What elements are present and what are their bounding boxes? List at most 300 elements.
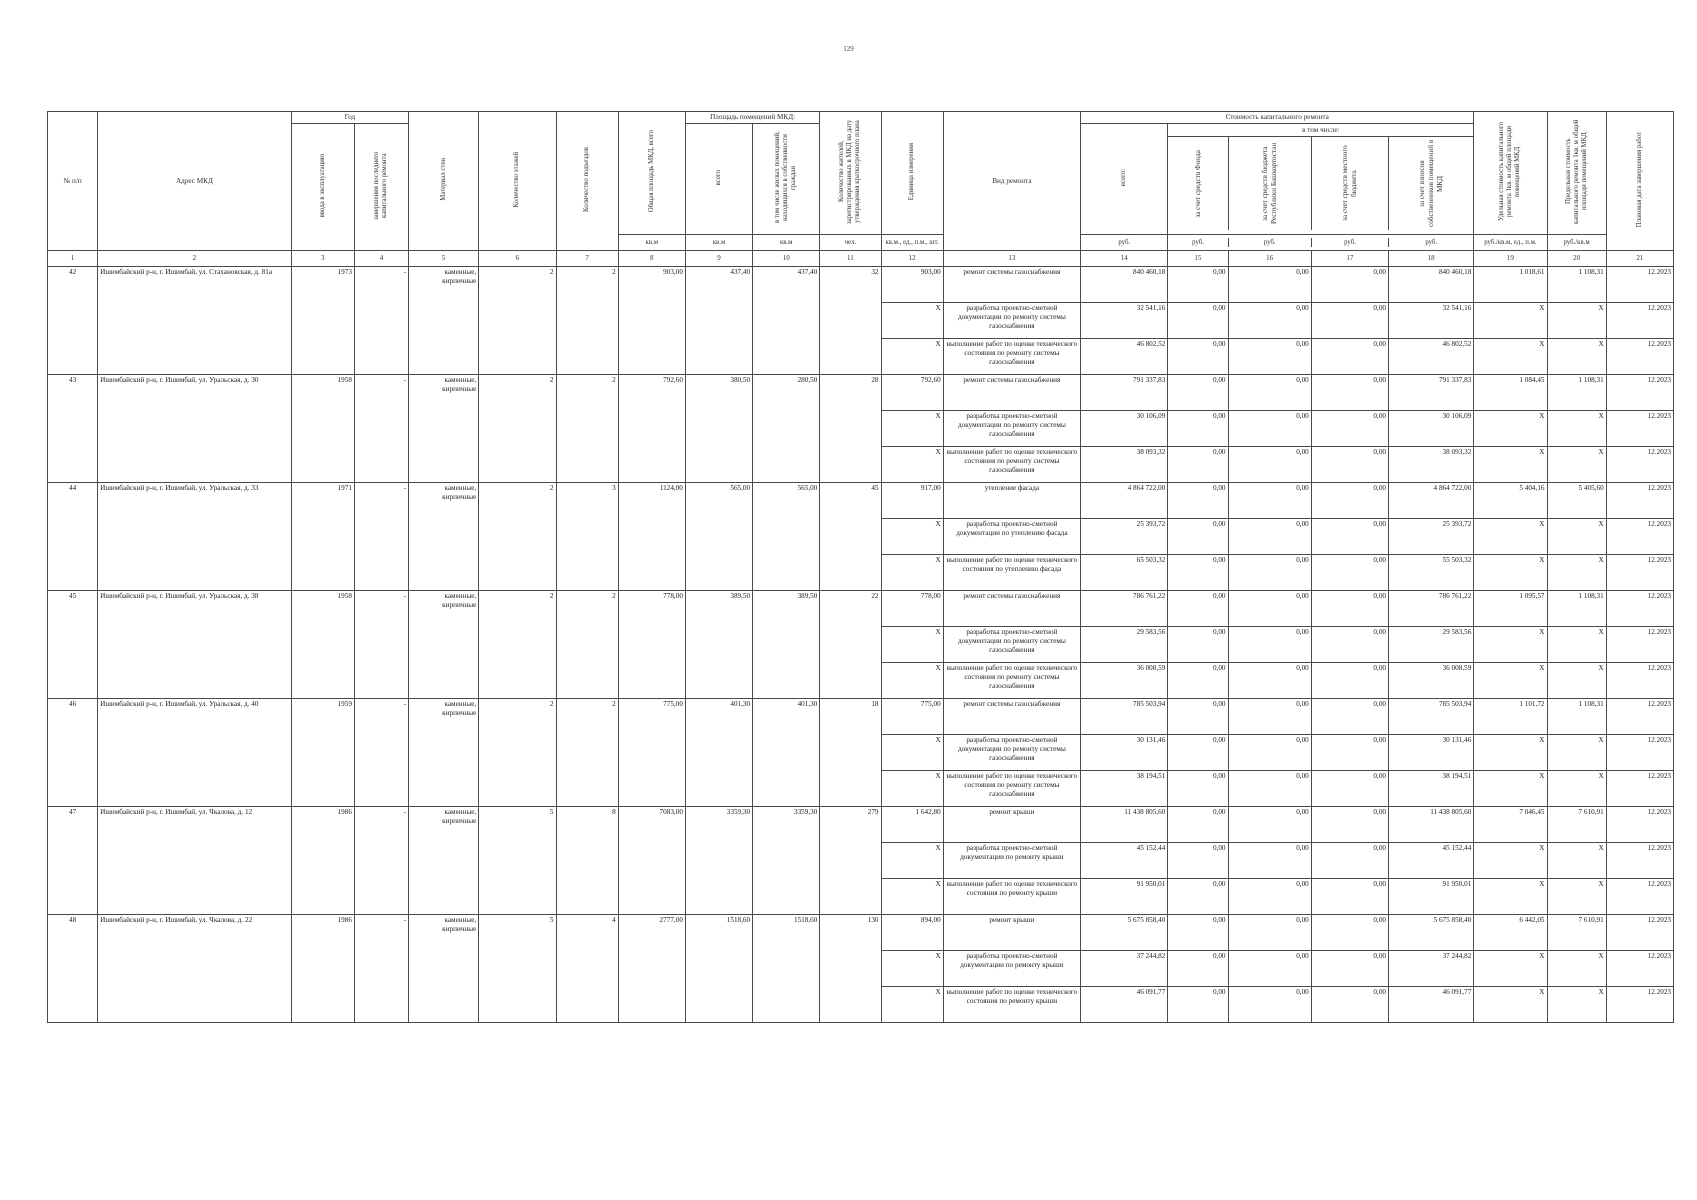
- specific-cost-cell: X: [1474, 303, 1547, 339]
- unit-cost-republic: руб.: [1229, 238, 1312, 247]
- table-row: [48, 699, 1674, 735]
- unit-cell: X: [881, 663, 943, 699]
- cost-local-cell: 0,00: [1311, 663, 1388, 699]
- unit-cell: X: [881, 339, 943, 375]
- specific-cost-cell: 1 018,61: [1474, 267, 1547, 303]
- cost-fund-cell: 0,00: [1168, 987, 1228, 1023]
- cost-fund-cell: 0,00: [1168, 411, 1228, 447]
- cost-republic-cell: 0,00: [1228, 807, 1311, 843]
- column-number: 18: [1389, 251, 1474, 267]
- capital-repair-table: [47, 111, 1674, 1023]
- cost-republic-cell: 0,00: [1228, 411, 1311, 447]
- unit-cell: 778,00: [881, 591, 943, 627]
- work-type-cell: ремонт системы газоснабжения: [943, 375, 1080, 411]
- max-cost-cell: X: [1547, 879, 1606, 915]
- work-type-cell: ремонт системы газоснабжения: [943, 591, 1080, 627]
- cost-owners-cell: 11 438 805,60: [1389, 807, 1474, 843]
- floors-cell: 2: [479, 483, 556, 591]
- column-number: 13: [943, 251, 1080, 267]
- cost-owners-cell: 45 152,44: [1389, 843, 1474, 879]
- premises-total-cell: 437,40: [685, 267, 752, 375]
- header-cost-owners: за счет взносов собственников помещений в МКД: [1417, 139, 1444, 228]
- specific-cost-cell: X: [1474, 771, 1547, 807]
- header-row-1: [48, 112, 1674, 124]
- cost-owners-cell: 55 503,32: [1389, 555, 1474, 591]
- cost-fund-cell: 0,00: [1168, 519, 1228, 555]
- unit-cell: X: [881, 771, 943, 807]
- specific-cost-cell: X: [1474, 519, 1547, 555]
- row-number: 46: [48, 699, 98, 807]
- max-cost-cell: 1 108,31: [1547, 267, 1606, 303]
- column-number: 1: [48, 251, 98, 267]
- work-type-cell: разработка проектно-сметной документации по ремонту системы газоснабжения: [943, 627, 1080, 663]
- unit-cell: 894,00: [881, 915, 943, 951]
- specific-cost-cell: X: [1474, 843, 1547, 879]
- unit-cell: X: [881, 519, 943, 555]
- header-year-last-repair: завершения последнего капитального ремонта: [354, 124, 408, 251]
- cost-local-cell: 0,00: [1311, 807, 1388, 843]
- entrances-cell: 2: [556, 699, 618, 807]
- max-cost-cell: X: [1547, 519, 1606, 555]
- specific-cost-cell: 6 442,05: [1474, 915, 1547, 951]
- entrances-cell: 2: [556, 267, 618, 375]
- max-cost-cell: X: [1547, 303, 1606, 339]
- max-cost-cell: X: [1547, 447, 1606, 483]
- header-specific-cost: Удельная стоимость капитального ремонта 1кв. м общей площади помещений МКД: [1474, 112, 1547, 235]
- cost-fund-cell: 0,00: [1168, 447, 1228, 483]
- unit-cell: X: [881, 951, 943, 987]
- work-type-cell: утепление фасада: [943, 483, 1080, 519]
- cost-total-cell: 45 152,44: [1081, 843, 1168, 879]
- cost-local-cell: 0,00: [1311, 627, 1388, 663]
- planned-date-cell: 12.2023: [1606, 303, 1673, 339]
- unit-cell: 917,00: [881, 483, 943, 519]
- max-cost-cell: X: [1547, 843, 1606, 879]
- premises-owned-cell: 389,50: [753, 591, 820, 699]
- unit-cell: X: [881, 987, 943, 1023]
- material-cell: каменные, кирпичные: [409, 915, 479, 1023]
- cost-fund-cell: 0,00: [1168, 339, 1228, 375]
- cost-local-cell: 0,00: [1311, 375, 1388, 411]
- max-cost-cell: 7 610,91: [1547, 807, 1606, 843]
- cost-republic-cell: 0,00: [1228, 843, 1311, 879]
- cost-local-cell: 0,00: [1311, 879, 1388, 915]
- unit-residents: чел.: [820, 235, 881, 251]
- floors-cell: 2: [479, 591, 556, 699]
- max-cost-cell: X: [1547, 339, 1606, 375]
- cost-republic-cell: 0,00: [1228, 771, 1311, 807]
- specific-cost-cell: X: [1474, 411, 1547, 447]
- cost-owners-cell: 38 093,32: [1389, 447, 1474, 483]
- cost-owners-cell: 4 864 722,00: [1389, 483, 1474, 519]
- column-number: 2: [98, 251, 292, 267]
- row-number: 42: [48, 267, 98, 375]
- cost-total-cell: 840 460,18: [1081, 267, 1168, 303]
- year-last-cell: -: [354, 699, 408, 807]
- unit-cell: X: [881, 627, 943, 663]
- year-built-cell: 1973: [291, 267, 354, 375]
- cost-total-cell: 786 761,22: [1081, 591, 1168, 627]
- specific-cost-cell: 7 046,45: [1474, 807, 1547, 843]
- unit-cost-owners: руб.: [1425, 239, 1438, 246]
- work-type-cell: выполнение работ по оценке технического состояния по ремонту системы газоснабжения: [943, 771, 1080, 807]
- header-planned-date: Плановая дата завершения работ: [1606, 112, 1673, 251]
- unit-cost-local: руб.: [1312, 238, 1389, 247]
- cost-local-cell: 0,00: [1311, 735, 1388, 771]
- cost-owners-cell: 46 802,52: [1389, 339, 1474, 375]
- cost-owners-cell: 840 460,18: [1389, 267, 1474, 303]
- max-cost-cell: X: [1547, 555, 1606, 591]
- cost-fund-cell: 0,00: [1168, 483, 1228, 519]
- unit-premises-owned: кв.м: [753, 235, 820, 251]
- cost-total-cell: 25 393,72: [1081, 519, 1168, 555]
- year-built-cell: 1971: [291, 483, 354, 591]
- work-type-cell: разработка проектно-сметной документации по ремонту системы газоснабжения: [943, 735, 1080, 771]
- header-total-area: Общая площадь МКД, всего: [618, 112, 685, 235]
- floors-cell: 2: [479, 699, 556, 807]
- cost-owners-cell: 25 393,72: [1389, 519, 1474, 555]
- residents-cell: 45: [820, 483, 881, 591]
- header-cost-republic: за счет средств бюджета Республики Башкортостан: [1229, 137, 1312, 230]
- header-year-group: Год: [291, 112, 408, 124]
- cost-owners-cell: 786 761,22: [1389, 591, 1474, 627]
- unit-cost-total: руб.: [1081, 235, 1168, 251]
- specific-cost-cell: 1 101,72: [1474, 699, 1547, 735]
- column-number: 7: [556, 251, 618, 267]
- premises-total-cell: 401,30: [685, 699, 752, 807]
- premises-owned-cell: 565,00: [753, 483, 820, 591]
- residents-cell: 22: [820, 591, 881, 699]
- header-entrances: Количество подъездов: [556, 112, 618, 251]
- residents-cell: 32: [820, 267, 881, 375]
- row-number: 45: [48, 591, 98, 699]
- material-cell: каменные, кирпичные: [409, 375, 479, 483]
- cost-owners-cell: 46 091,77: [1389, 987, 1474, 1023]
- specific-cost-cell: X: [1474, 879, 1547, 915]
- year-last-cell: -: [354, 591, 408, 699]
- cost-republic-cell: 0,00: [1228, 951, 1311, 987]
- cost-republic-cell: 0,00: [1228, 735, 1311, 771]
- cost-fund-cell: 0,00: [1168, 807, 1228, 843]
- cost-republic-cell: 0,00: [1228, 591, 1311, 627]
- material-cell: каменные, кирпичные: [409, 807, 479, 915]
- cost-total-cell: 4 864 722,00: [1081, 483, 1168, 519]
- work-type-cell: разработка проектно-сметной документации по ремонту крыши: [943, 951, 1080, 987]
- max-cost-cell: X: [1547, 627, 1606, 663]
- table-body: [48, 267, 1674, 1023]
- table-row: [48, 915, 1674, 951]
- year-last-cell: -: [354, 915, 408, 1023]
- work-type-cell: разработка проектно-сметной документации по ремонту крыши: [943, 843, 1080, 879]
- total-area-cell: 2777,00: [618, 915, 685, 1023]
- year-built-cell: 1986: [291, 807, 354, 915]
- max-cost-cell: 1 108,31: [1547, 699, 1606, 735]
- cost-republic-cell: 0,00: [1228, 555, 1311, 591]
- column-number: 8: [618, 251, 685, 267]
- work-type-cell: разработка проектно-сметной документации по ремонту системы газоснабжения: [943, 411, 1080, 447]
- column-number: 4: [354, 251, 408, 267]
- planned-date-cell: 12.2023: [1606, 807, 1673, 843]
- cost-owners-cell: 37 244,82: [1389, 951, 1474, 987]
- column-numbers-row: [48, 251, 1674, 267]
- work-type-cell: выполнение работ по оценке технического состояния по ремонту крыши: [943, 879, 1080, 915]
- premises-owned-cell: 401,30: [753, 699, 820, 807]
- residents-cell: 130: [820, 915, 881, 1023]
- cost-fund-cell: 0,00: [1168, 663, 1228, 699]
- cost-local-cell: 0,00: [1311, 915, 1388, 951]
- cost-owners-cell: 30 106,09: [1389, 411, 1474, 447]
- cost-fund-cell: 0,00: [1168, 267, 1228, 303]
- floors-cell: 5: [479, 915, 556, 1023]
- cost-republic-cell: 0,00: [1228, 915, 1311, 951]
- residents-cell: 18: [820, 699, 881, 807]
- unit-specific-cost: руб./кв.м, ед., п.м.: [1474, 235, 1547, 251]
- address-cell: Ишимбайский р-н, г. Ишимбай, ул. Уральская, д. 40: [98, 699, 292, 807]
- unit-cell: 903,00: [881, 267, 943, 303]
- floors-cell: 2: [479, 375, 556, 483]
- planned-date-cell: 12.2023: [1606, 951, 1673, 987]
- material-cell: каменные, кирпичные: [409, 483, 479, 591]
- planned-date-cell: 12.2023: [1606, 483, 1673, 519]
- unit-cell: X: [881, 879, 943, 915]
- specific-cost-cell: X: [1474, 987, 1547, 1023]
- unit-cell: X: [881, 411, 943, 447]
- cost-fund-cell: 0,00: [1168, 915, 1228, 951]
- max-cost-cell: X: [1547, 663, 1606, 699]
- work-type-cell: ремонт крыши: [943, 807, 1080, 843]
- cost-fund-cell: 0,00: [1168, 879, 1228, 915]
- work-type-cell: ремонт системы газоснабжения: [943, 699, 1080, 735]
- address-cell: Ишимбайский р-н, г. Ишимбай, ул. Уральская, д. 38: [98, 591, 292, 699]
- table-row: [48, 375, 1674, 411]
- unit-cost-fund: руб.: [1168, 238, 1228, 247]
- planned-date-cell: 12.2023: [1606, 519, 1673, 555]
- max-cost-cell: X: [1547, 987, 1606, 1023]
- cost-owners-cell: 38 194,51: [1389, 771, 1474, 807]
- max-cost-cell: 1 108,31: [1547, 591, 1606, 627]
- cost-total-cell: 785 503,94: [1081, 699, 1168, 735]
- header-max-cost: Предельная стоимость капитального ремонта 1кв. м общей площади помещений МКД: [1547, 112, 1606, 235]
- cost-local-cell: 0,00: [1311, 843, 1388, 879]
- specific-cost-cell: 5 404,16: [1474, 483, 1547, 519]
- cost-fund-cell: 0,00: [1168, 303, 1228, 339]
- specific-cost-cell: X: [1474, 627, 1547, 663]
- cost-fund-cell: 0,00: [1168, 627, 1228, 663]
- planned-date-cell: 12.2023: [1606, 447, 1673, 483]
- premises-owned-cell: 1518,60: [753, 915, 820, 1023]
- work-type-cell: ремонт крыши: [943, 915, 1080, 951]
- premises-owned-cell: 437,40: [753, 267, 820, 375]
- column-number: 12: [881, 251, 943, 267]
- cost-owners-cell: 785 503,94: [1389, 699, 1474, 735]
- cost-republic-cell: 0,00: [1228, 699, 1311, 735]
- entrances-cell: 4: [556, 915, 618, 1023]
- cost-total-cell: 5 675 858,40: [1081, 915, 1168, 951]
- work-type-cell: ремонт системы газоснабжения: [943, 267, 1080, 303]
- cost-republic-cell: 0,00: [1228, 483, 1311, 519]
- cost-owners-cell: 91 950,01: [1389, 879, 1474, 915]
- cost-republic-cell: 0,00: [1228, 663, 1311, 699]
- year-last-cell: -: [354, 267, 408, 375]
- table-row: [48, 483, 1674, 519]
- column-number: 15: [1168, 251, 1228, 267]
- specific-cost-cell: X: [1474, 735, 1547, 771]
- header-work-type: Вид ремонта: [943, 112, 1080, 251]
- specific-cost-cell: 1 084,45: [1474, 375, 1547, 411]
- header-premises-group: Площадь помещений МКД:: [685, 112, 819, 124]
- planned-date-cell: 12.2023: [1606, 375, 1673, 411]
- address-cell: Ишимбайский р-н, г. Ишимбай, ул. Чкалова, д. 22: [98, 915, 292, 1023]
- cost-local-cell: 0,00: [1311, 951, 1388, 987]
- entrances-cell: 3: [556, 483, 618, 591]
- total-area-cell: 7083,00: [618, 807, 685, 915]
- premises-total-cell: 380,50: [685, 375, 752, 483]
- residents-cell: 279: [820, 807, 881, 915]
- cost-total-cell: 65 503,32: [1081, 555, 1168, 591]
- max-cost-cell: 1 108,31: [1547, 375, 1606, 411]
- cost-local-cell: 0,00: [1311, 987, 1388, 1023]
- total-area-cell: 775,00: [618, 699, 685, 807]
- cost-fund-cell: 0,00: [1168, 699, 1228, 735]
- residents-cell: 28: [820, 375, 881, 483]
- planned-date-cell: 12.2023: [1606, 411, 1673, 447]
- premises-owned-cell: 3359,30: [753, 807, 820, 915]
- column-number: 6: [479, 251, 556, 267]
- cost-local-cell: 0,00: [1311, 699, 1388, 735]
- column-number: 10: [753, 251, 820, 267]
- unit-cell: 792,60: [881, 375, 943, 411]
- row-number: 48: [48, 915, 98, 1023]
- cost-total-cell: 46 091,77: [1081, 987, 1168, 1023]
- header-residents: Количество жителей, зарегистрированных в МКД на дату утверждения краткосрочного плана: [820, 112, 881, 235]
- cost-republic-cell: 0,00: [1228, 879, 1311, 915]
- header-floors: Количество этажей: [479, 112, 556, 251]
- planned-date-cell: 12.2023: [1606, 555, 1673, 591]
- cost-total-cell: 37 244,82: [1081, 951, 1168, 987]
- planned-date-cell: 12.2023: [1606, 843, 1673, 879]
- header-cost-local: за счет средств местного бюджета: [1312, 137, 1389, 230]
- cost-total-cell: 11 438 805,60: [1081, 807, 1168, 843]
- year-last-cell: -: [354, 375, 408, 483]
- entrances-cell: 2: [556, 591, 618, 699]
- column-number: 11: [820, 251, 881, 267]
- planned-date-cell: 12.2023: [1606, 663, 1673, 699]
- header-cost-total: всего:: [1081, 124, 1168, 235]
- material-cell: каменные, кирпичные: [409, 591, 479, 699]
- column-number: 5: [409, 251, 479, 267]
- cost-local-cell: 0,00: [1311, 555, 1388, 591]
- work-type-cell: разработка проектно-сметной документации по ремонту системы газоснабжения: [943, 303, 1080, 339]
- planned-date-cell: 12.2023: [1606, 915, 1673, 951]
- table-row: [48, 807, 1674, 843]
- specific-cost-cell: X: [1474, 555, 1547, 591]
- cost-total-cell: 38 093,32: [1081, 447, 1168, 483]
- planned-date-cell: 12.2023: [1606, 699, 1673, 735]
- header-premises-owned: в том числе жилых помещений, находящихся в собственности граждан: [753, 124, 820, 235]
- table-row: [48, 267, 1674, 303]
- column-number: 3: [291, 251, 354, 267]
- cost-total-cell: 29 583,56: [1081, 627, 1168, 663]
- header-wall-material: Материал стен: [409, 112, 479, 251]
- cost-republic-cell: 0,00: [1228, 987, 1311, 1023]
- work-type-cell: разработка проектно-сметной документации по утеплению фасада: [943, 519, 1080, 555]
- unit-cell: X: [881, 303, 943, 339]
- material-cell: каменные, кирпичные: [409, 267, 479, 375]
- work-type-cell: выполнение работ по оценке технического состояния по утеплению фасада: [943, 555, 1080, 591]
- material-cell: каменные, кирпичные: [409, 699, 479, 807]
- cost-local-cell: 0,00: [1311, 339, 1388, 375]
- cost-total-cell: 30 106,09: [1081, 411, 1168, 447]
- cost-total-cell: 30 131,46: [1081, 735, 1168, 771]
- year-built-cell: 1958: [291, 591, 354, 699]
- planned-date-cell: 12.2023: [1606, 627, 1673, 663]
- unit-total-area: кв.м: [618, 235, 685, 251]
- planned-date-cell: 12.2023: [1606, 267, 1673, 303]
- column-number: 20: [1547, 251, 1606, 267]
- max-cost-cell: X: [1547, 951, 1606, 987]
- header-unit: Единица измерения: [881, 112, 943, 235]
- specific-cost-cell: X: [1474, 339, 1547, 375]
- work-type-cell: выполнение работ по оценке технического состояния по ремонту системы газоснабжения: [943, 447, 1080, 483]
- cost-total-cell: 38 194,51: [1081, 771, 1168, 807]
- premises-total-cell: 565,00: [685, 483, 752, 591]
- unit-unit: кв.м., ед., п.м., шт.: [881, 235, 943, 251]
- address-cell: Ишимбайский р-н, г. Ишимбай, ул. Уральская, д. 30: [98, 375, 292, 483]
- cost-owners-cell: 791 337,83: [1389, 375, 1474, 411]
- header-n: № п/п: [48, 112, 98, 251]
- address-cell: Ишимбайский р-н, г. Ишимбай, ул. Уральская, д. 33: [98, 483, 292, 591]
- premises-owned-cell: 280,50: [753, 375, 820, 483]
- column-number: 9: [685, 251, 752, 267]
- max-cost-cell: X: [1547, 771, 1606, 807]
- max-cost-cell: X: [1547, 735, 1606, 771]
- cost-owners-cell: 29 583,56: [1389, 627, 1474, 663]
- total-area-cell: 792,60: [618, 375, 685, 483]
- cost-total-cell: 36 008,59: [1081, 663, 1168, 699]
- cost-republic-cell: 0,00: [1228, 339, 1311, 375]
- unit-cell: X: [881, 843, 943, 879]
- year-built-cell: 1958: [291, 375, 354, 483]
- address-cell: Ишимбайский р-н, г. Ишимбай, ул. Стахановская, д. 81а: [98, 267, 292, 375]
- year-last-cell: -: [354, 483, 408, 591]
- cost-republic-cell: 0,00: [1228, 267, 1311, 303]
- cost-republic-cell: 0,00: [1228, 627, 1311, 663]
- header-cost-group: Стоимость капитального ремонта: [1081, 112, 1474, 124]
- planned-date-cell: 12.2023: [1606, 987, 1673, 1023]
- column-number: 16: [1228, 251, 1311, 267]
- cost-fund-cell: 0,00: [1168, 555, 1228, 591]
- unit-cell: 1 642,80: [881, 807, 943, 843]
- row-number: 44: [48, 483, 98, 591]
- unit-cell: X: [881, 735, 943, 771]
- planned-date-cell: 12.2023: [1606, 735, 1673, 771]
- unit-cell: X: [881, 555, 943, 591]
- cost-republic-cell: 0,00: [1228, 303, 1311, 339]
- header-incl-block: [1168, 124, 1474, 235]
- max-cost-cell: 5 405,60: [1547, 483, 1606, 519]
- cost-republic-cell: 0,00: [1228, 447, 1311, 483]
- planned-date-cell: 12.2023: [1606, 591, 1673, 627]
- unit-cost-parts: [1168, 235, 1474, 251]
- table-row: [48, 591, 1674, 627]
- floors-cell: 2: [479, 267, 556, 375]
- unit-premises-total: кв.м: [685, 235, 752, 251]
- cost-local-cell: 0,00: [1311, 519, 1388, 555]
- cost-republic-cell: 0,00: [1228, 519, 1311, 555]
- cost-local-cell: 0,00: [1311, 591, 1388, 627]
- cost-local-cell: 0,00: [1311, 411, 1388, 447]
- planned-date-cell: 12.2023: [1606, 771, 1673, 807]
